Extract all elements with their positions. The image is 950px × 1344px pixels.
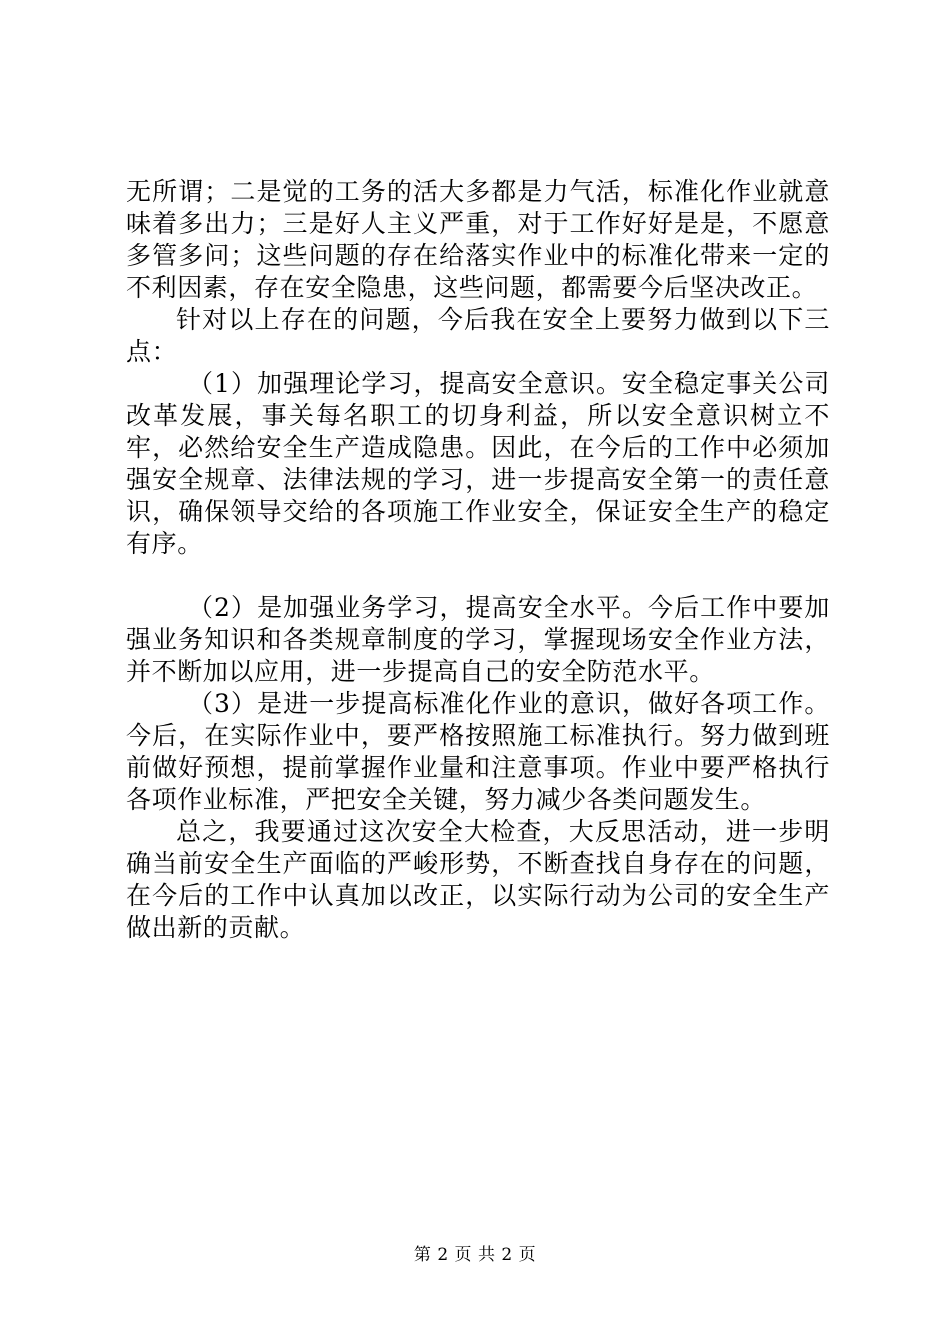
paragraph-point-1: （1）加强理论学习，提高安全意识。安全稳定事关公司改革发展，事关每名职工的切身利益，所以安全意识树立不牢，必然给安全生产造成隐患。因此，在今后的工作中必须加强安全规章、法律法规的学习，进一步提高安全第一的责任意识，确保领导交给的各项施工作业安全，保证安全生产的稳定有序。 — [126, 369, 830, 558]
paragraph-point-2: （2）是加强业务学习，提高安全水平。今后工作中要加强业务知识和各类规章制度的学习，掌握现场安全作业方法，并不断加以应用，进一步提高自己的安全防范水平。 — [126, 593, 830, 686]
paragraph-point-3: （3）是进一步提高标准化作业的意识，做好各项工作。今后，在实际作业中，要严格按照施工标准执行。努力做到班前做好预想，提前掌握作业量和注意事项。作业中要严格执行各项作业标准，严把安全关键，努力减少各类问题发生。 — [126, 689, 830, 814]
document-body — [126, 176, 830, 944]
paragraph-intro-points: 针对以上存在的问题，今后我在安全上要努力做到以下三点： — [126, 305, 830, 366]
page-footer — [0, 1244, 950, 1266]
page-number-label: 第 2 页 共 2 页 — [413, 1245, 537, 1265]
paragraph-conclusion: 总之，我要通过这次安全大检查，大反思活动，进一步明确当前安全生产面临的严峻形势，不断查找自身存在的问题，在今后的工作中认真加以改正，以实际行动为公司的安全生产做出新的贡献。 — [126, 817, 830, 942]
paragraph-continuation: 无所谓；二是觉的工务的活大多都是力气活，标准化作业就意味着多出力；三是好人主义严重，对于工作好好是是，不愿意多管多问；这些问题的存在给落实作业中的标准化带来一定的不利因素，存在安全隐患，这些问题，都需要今后坚决改正。 — [126, 177, 830, 302]
